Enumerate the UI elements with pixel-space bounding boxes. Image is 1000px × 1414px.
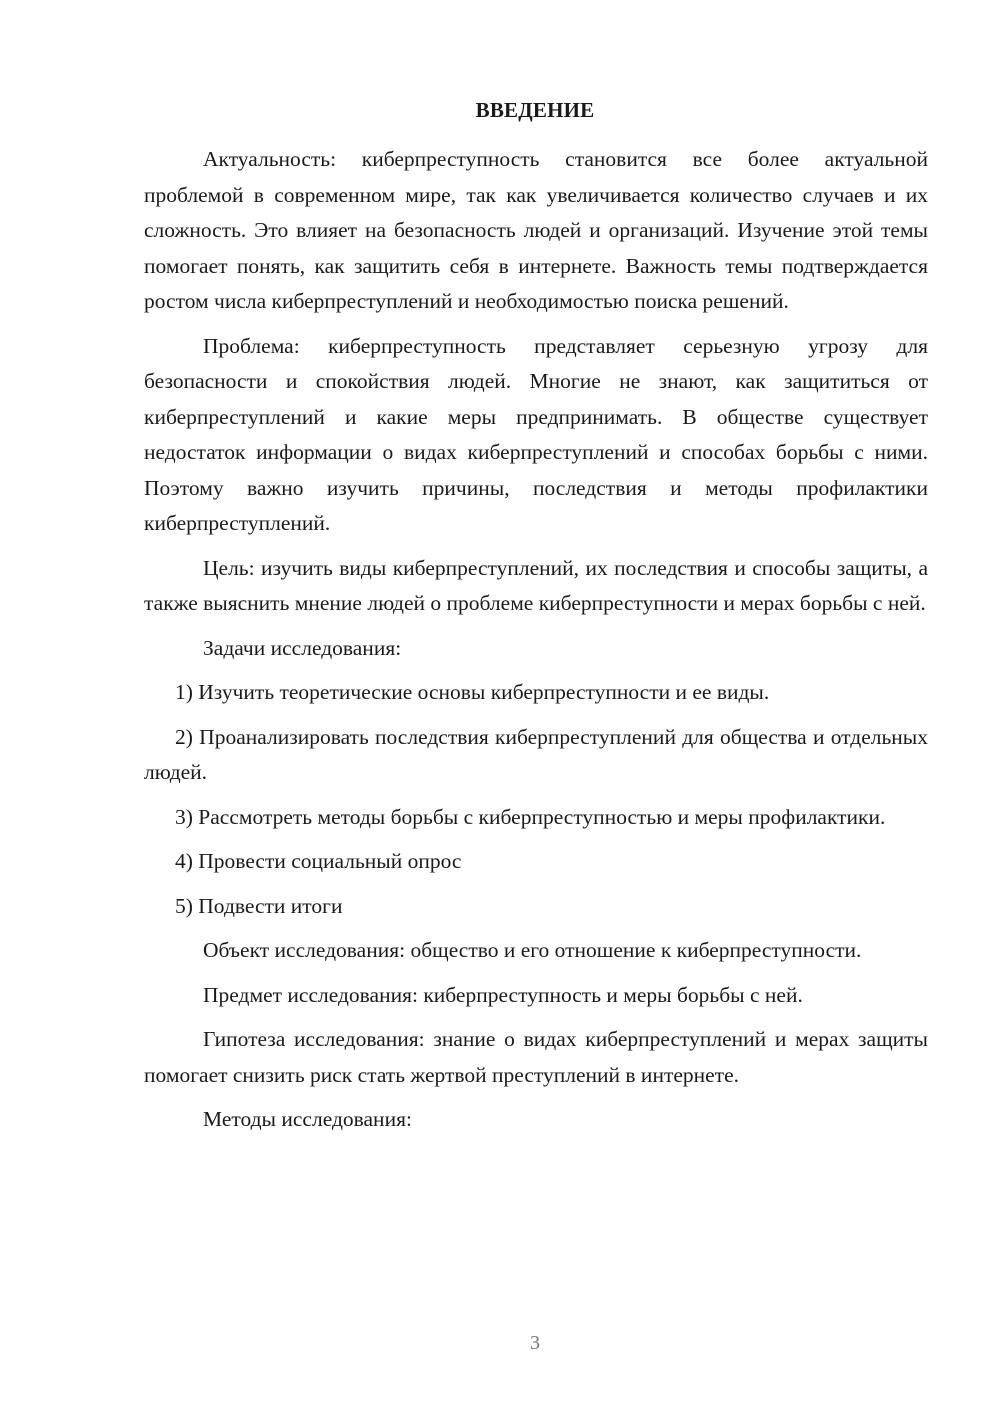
paragraph-hypothesis: Гипотеза исследования: знание о видах киберпреступлений и мерах защиты помогает снизить риск стать жертвой преступлений в интернете. xyxy=(144,1027,928,1087)
paragraph-problem: Проблема: киберпреступность представляет серьезную угрозу для безопасности и спокойствия людей. Многие не знают, как защититься от киберпреступлений и какие меры предпринимать. В обществе существует недостаток информации о видах киберпреступлений и способах борьбы с ними. Поэтому важно изучить причины, последствия и методы профилактики киберпреступлений. xyxy=(144,333,928,535)
paragraph-tasks-heading: Задачи исследования: xyxy=(203,635,402,660)
list-item-task-3: 3) Рассмотреть методы борьбы с киберпреступностью и меры профилактики. xyxy=(175,804,886,829)
paragraph-relevance: Актуальность: киберпреступность становится все более актуальной проблемой в современном мире, так как увеличивается количество случаев и их сложность. Это влияет на безопасность людей и организаций. Изучение этой темы помогает понять, как защитить себя в интернете. Важность темы подтверждается ростом числа киберпреступлений и необходимостью поиска решений. xyxy=(144,147,928,313)
list-item-task-1: 1) Изучить теоретические основы киберпреступности и ее виды. xyxy=(175,680,770,704)
list-item-task-4: 4) Провести социальный опрос xyxy=(175,849,462,873)
paragraph-object: Объект исследования: общество и его отношение к киберпреступности. xyxy=(203,938,862,962)
list-item-task-2: 2) Проанализировать последствия киберпреступлений для общества и отдельных людей. xyxy=(144,724,928,784)
section-title: ВВЕДЕНИЕ xyxy=(475,98,595,122)
paragraph-subject: Предмет исследования: киберпреступность и меры борьбы с ней. xyxy=(203,982,803,1007)
paragraph-methods: Методы исследования: xyxy=(203,1107,412,1131)
body-text xyxy=(144,142,928,1147)
paragraph-goal: Цель: изучить виды киберпреступлений, их последствия и способы защиты, а также выяснить мнение людей о проблеме киберпреступности и мерах борьбы с ней. xyxy=(144,555,928,615)
page-number: 3 xyxy=(530,1332,540,1354)
list-item-task-5: 5) Подвести итоги xyxy=(175,893,343,918)
